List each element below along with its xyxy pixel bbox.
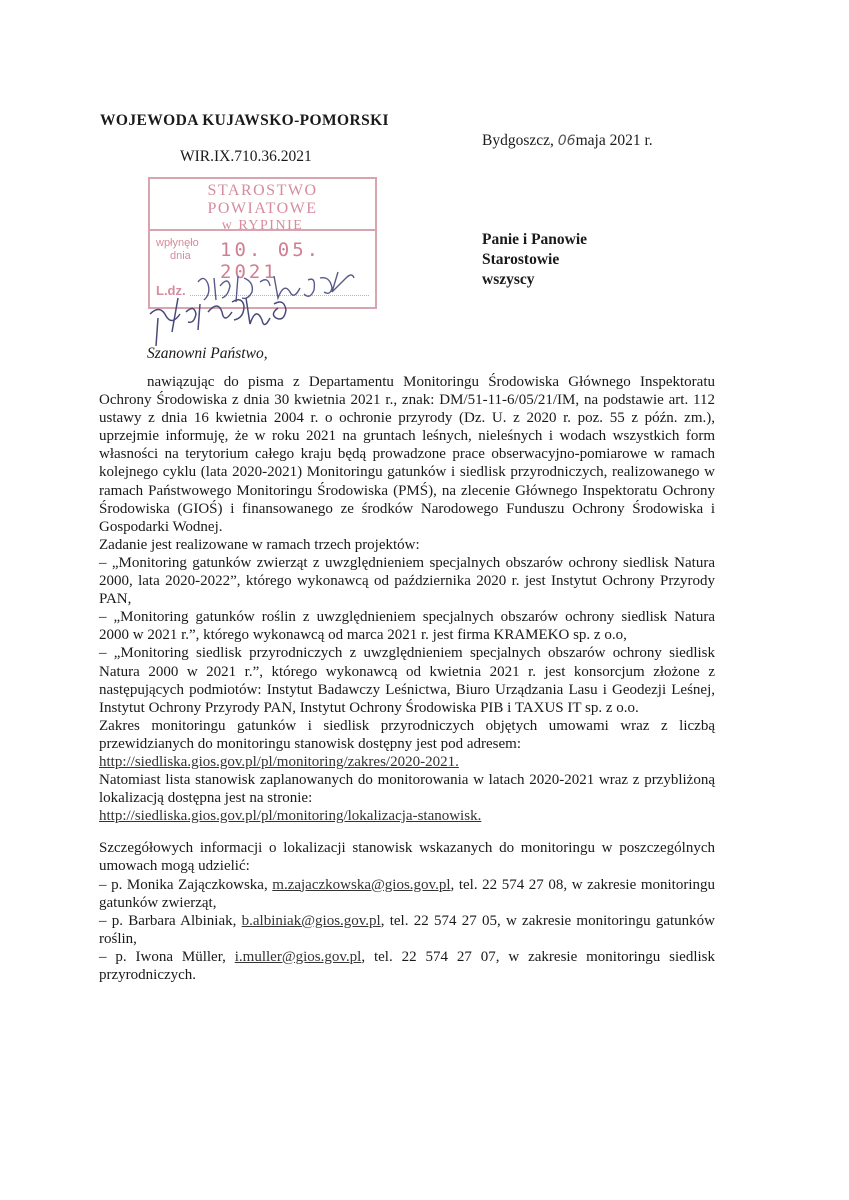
- letter-body: [99, 373, 715, 984]
- stamp-ldz-label: L.dz.: [156, 283, 186, 298]
- addressee-line: Panie i Panowie: [482, 231, 588, 248]
- place-date: [482, 132, 653, 150]
- contact-item: [99, 912, 715, 948]
- contact-details: , tel. 22 574 27 07, w zakresie monitoringu siedlisk przyrodniczych.: [99, 948, 715, 983]
- project-item: – „Monitoring gatunków zwierząt z uwzględnieniem specjalnych obszarów ochrony siedlisk Natura 2000, lata 2020-2022”, którego wykonawcą od października 2020 r. jest Instytut Ochrony Przyrody PAN,: [99, 554, 715, 608]
- stamp-received-date: 10. 05. 2021: [220, 239, 322, 283]
- addressee-line: wszyscy: [482, 271, 535, 288]
- body-paragraph: Szczegółowych informacji o lokalizacji stanowisk wskazanych do monitoringu w poszczególnych umowach mogą udzielić:: [99, 840, 715, 875]
- stamp-received-word: wpłynęło: [156, 237, 199, 249]
- handwritten-day: 06: [557, 133, 576, 149]
- stamp-office-location: w RYPINIE: [221, 218, 304, 233]
- contact-email[interactable]: i.muller@gios.gov.pl: [234, 948, 362, 965]
- stamp-received-label: [156, 237, 199, 263]
- ldz-handwriting: [198, 272, 354, 302]
- contact-details: , tel. 22 574 27 05, w zakresie monitoringu gatunków roślin,: [99, 912, 716, 947]
- annotation-handwriting: [150, 298, 286, 332]
- greeting: Szanowni Państwo,: [147, 345, 268, 362]
- date-text: maja 2021 r.: [575, 132, 653, 149]
- handwritten-annotation-signature: [148, 268, 388, 348]
- handwriting-stroke: [156, 318, 158, 346]
- contact-email[interactable]: b.albiniak@gios.gov.pl: [241, 912, 381, 929]
- link-paragraph: [99, 807, 715, 825]
- stamp-office-name: STAROSTWO POWIATOWE: [207, 182, 318, 217]
- reference-number: WIR.IX.710.36.2021: [180, 148, 312, 165]
- contact-name: – p. Iwona Müller,: [99, 948, 235, 965]
- contact-item: [99, 948, 715, 984]
- addressee-block: [482, 230, 587, 290]
- contact-details: , tel. 22 574 27 08, w zakresie monitoringu gatunków zwierząt,: [99, 876, 716, 911]
- sender-heading: WOJEWODA KUJAWSKO-POMORSKI: [100, 112, 389, 129]
- body-paragraph: Natomiast lista stanowisk zaplanowanych do monitorowania w latach 2020-2021 wraz z przybliżoną lokalizacją dostępna jest na stronie:: [99, 772, 715, 807]
- stamp-day-word: dnia: [170, 250, 191, 262]
- project-item: – „Monitoring siedlisk przyrodniczych z uwzględnieniem specjalnych obszarów ochrony siedlisk Natura 2000 w 2021 r.”, którego wykonawcą od kwietnia 2021 r. jest konsorcjum złożone z następujących podmiotów: Instytut Badawczy Leśnictwa, Biuro Urządzania Lasu i Geodezji Leśnej, Instytut Ochrony Przyrody PAN, Instytut Ochrony Środowiska PIB i TAXUS IT sp. z o.o.: [99, 645, 715, 716]
- addressee-line: Starostowie: [482, 251, 560, 268]
- body-paragraph: Zakres monitoringu gatunków i siedlisk przyrodniczych objętych umowami wraz z liczbą przewidzianych do monitoringu stanowisk dostępny jest pod adresem:: [99, 717, 715, 752]
- contact-name: – p. Monika Zajączkowska,: [99, 876, 273, 893]
- project-item: – „Monitoring gatunków roślin z uwzględnieniem specjalnych obszarów ochrony siedlisk Natura 2000 w 2021 r.”, którego wykonawcą od marca 2021 r. jest firma KRAMEKO sp. z o.o,: [99, 609, 715, 644]
- body-paragraph: nawiązując do pisma z Departamentu Monitoringu Środowiska Głównego Inspektoratu Ochrony Środowiska z dnia 30 kwietnia 2021 r., znak: DM/51-11-6/05/21/IM, na podstawie art. 112 ustawy z dnia 16 kwietnia 2004 r. o ochronie przyrody (Dz. U. z 2020 r. poz. 55 z późn. zm.), uprzejmie informuję, że w roku 2021 na gruntach leśnych, nieleśnych i wodach wszystkich form własności na terytorium całego kraju będą prowadzone prace obserwacyjno-pomiarowe w ramach kolejnego cyklu (lata 2020-2021) Monitoringu gatunków i siedlisk przyrodniczych, realizowanego w ramach Państwowego Monitoringu Środowiska (PMŚ), na zlecenie Głównego Inspektoratu Ochrony Środowiska (GIOŚ) i finansowanego ze środków Narodowego Funduszu Ochrony Środowiska i Gospodarki Wodnej.: [99, 374, 715, 535]
- stamp-header: [150, 179, 375, 231]
- contact-item: [99, 876, 715, 912]
- contact-name: – p. Barbara Albiniak,: [99, 912, 242, 929]
- contact-email[interactable]: m.zajaczkowska@gios.gov.pl: [272, 876, 451, 893]
- paragraph-spacer: [99, 825, 715, 839]
- link-paragraph: [99, 753, 715, 771]
- locations-link[interactable]: http://siedliska.gios.gov.pl/pl/monitoring/lokalizacja-stanowisk.: [99, 808, 482, 825]
- place-label: Bydgoszcz,: [482, 132, 554, 149]
- scope-link[interactable]: http://siedliska.gios.gov.pl/pl/monitoring/zakres/2020-2021.: [99, 753, 459, 770]
- body-paragraph: Zadanie jest realizowane w ramach trzech projektów:: [99, 536, 420, 553]
